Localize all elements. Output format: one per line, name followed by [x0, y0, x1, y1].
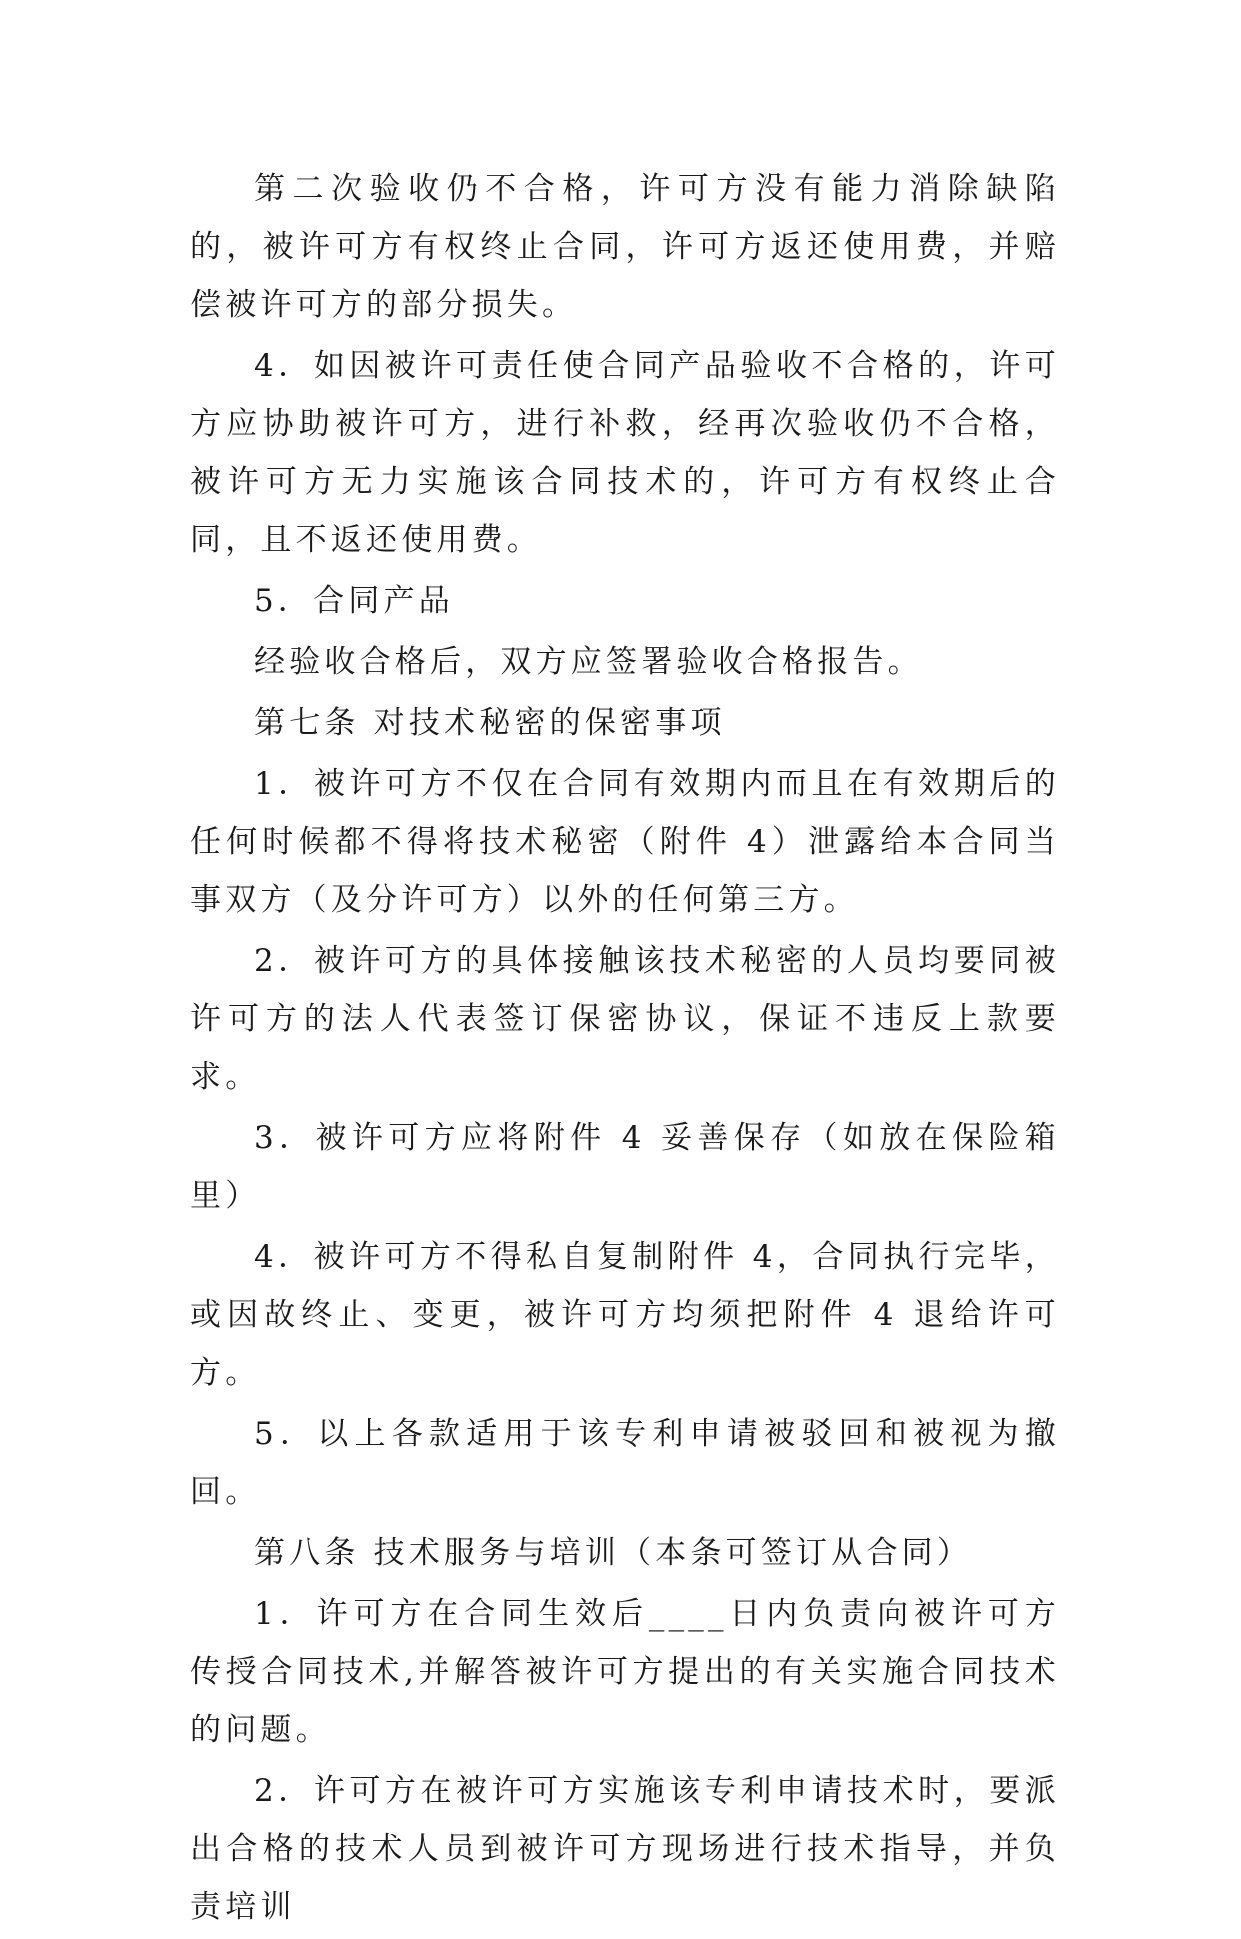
paragraph: 第二次验收仍不合格，许可方没有能力消除缺陷的，被许可方有权终止合同，许可方返还使用费，并赔偿被许可方的部分损失。 [190, 171, 1060, 323]
paragraph: 1．被许可方不仅在合同有效期内而且在有效期后的任何时候都不得将技术秘密（附件 4）泄露给本合同当事双方（及分许可方）以外的任何第三方。 [190, 766, 1060, 918]
paragraph: 5．合同产品 [254, 583, 454, 619]
paragraph: 3．被许可方应将附件 4 妥善保存（如放在保险箱里） [190, 1120, 1060, 1214]
paragraph: 经验收合格后，双方应签署验收合格报告。 [254, 644, 923, 680]
document-page [190, 160, 1060, 1939]
paragraph: 2．被许可方的具体接触该技术秘密的人员均要同被许可方的法人代表签订保密协议，保证不违反上款要求。 [190, 943, 1060, 1095]
section-heading: 第八条 技术服务与培训（本条可签订从合同） [254, 1535, 973, 1571]
paragraph: 5．以上各款适用于该专利申请被驳回和被视为撤回。 [190, 1416, 1060, 1510]
section-heading: 第七条 对技术秘密的保密事项 [254, 705, 726, 741]
paragraph: 4．如因被许可责任使合同产品验收不合格的，许可方应协助被许可方，进行补救，经再次验收仍不合格，被许可方无力实施该合同技术的，许可方有权终止合同，且不返还使用费。 [190, 348, 1060, 558]
paragraph: 1．许可方在合同生效后____日内负责向被许可方传授合同技术,并解答被许可方提出的有关实施合同技术的问题。 [190, 1596, 1060, 1748]
paragraph: 4．被许可方不得私自复制附件 4，合同执行完毕，或因故终止、变更，被许可方均须把附件 4 退给许可方。 [190, 1239, 1060, 1391]
paragraph: 2．许可方在被许可方实施该专利申请技术时，要派出合格的技术人员到被许可方现场进行技术指导，并负责培训 [190, 1773, 1060, 1925]
